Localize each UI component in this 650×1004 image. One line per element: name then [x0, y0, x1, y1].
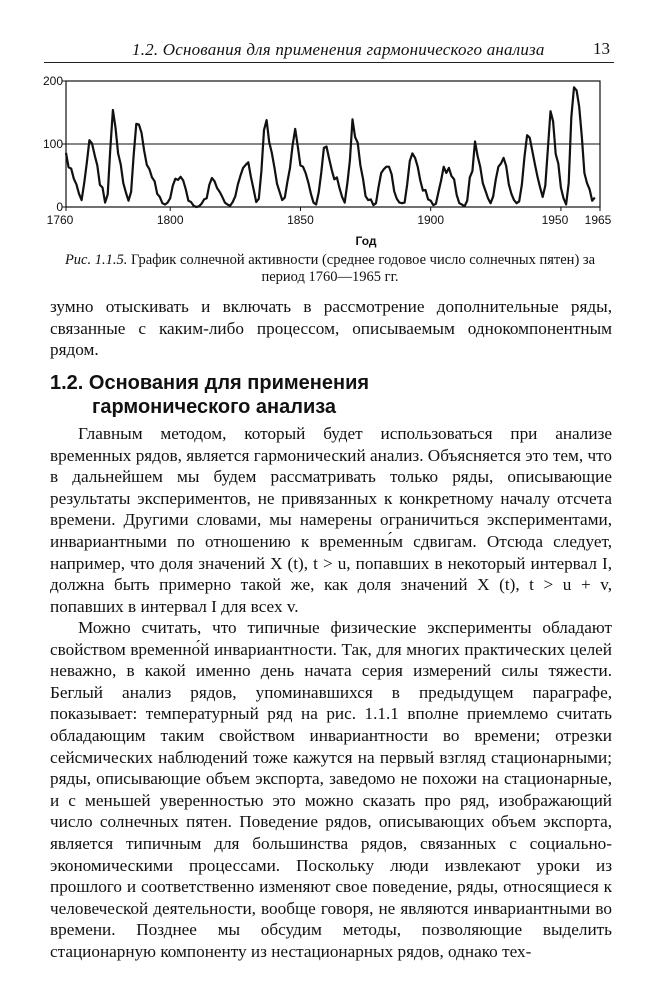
y-axis: [43, 74, 66, 214]
y-tick-label: 0: [56, 200, 63, 214]
x-axis: [47, 207, 612, 227]
x-tick-label: 1760: [46, 213, 74, 227]
running-head-title: 1.2. Основания для применения гармонического анализа: [132, 40, 545, 59]
series-line-sunspots: [66, 87, 595, 207]
paragraph-1: Главным методом, который будет использоваться при анализе временных рядов, является гармонический анализ. Объясняется это тем, что в дальнейшем мы будем рассматривать только ряды, описывающие результаты экспериментов, не привязанных к конкретному началу отсчета времени. Другими словами, мы намерены ограничиться экспериментами, инвариантными по отношению к временны́м сдвигам. Отсюда следует, например, что доля значений X (t), t > u, попавших в некоторый интервал I, должна быть примерно такой же, как доля значений X (t), t > u + v, попавших в интервал I для всех v.: [50, 424, 612, 616]
heading-line-2: гармонического анализа: [92, 396, 337, 418]
caption-text: График солнечной активности (среднее годовое число солнечных пятен) за период 1760—1965 гг.: [130, 252, 596, 285]
paragraph-continued: зумно отыскивать и включать в рассмотрение дополнительные ряды, связанные с каким-либо процессом, описываемым однокомпонентным рядом.: [50, 297, 612, 360]
sunspot-chart: [0, 0, 650, 250]
x-tick-label: 1900: [417, 213, 445, 227]
x-axis-label: Год: [355, 234, 377, 248]
page-number: 13: [593, 39, 610, 58]
x-tick-label: 1850: [287, 213, 314, 227]
x-tick-label: 1950: [541, 213, 569, 227]
x-tick-label: 1800: [156, 213, 184, 227]
y-tick-label: 200: [42, 74, 63, 88]
heading-line-1: 1.2. Основания для применения: [50, 372, 370, 394]
figure-caption: [50, 252, 610, 286]
section-heading: [50, 371, 610, 419]
caption-label: Рис. 1.1.5.: [64, 252, 128, 268]
paragraph-2: Можно считать, что типичные физические эксперименты обладают свойством временно́й инвариантности. Так, для многих практических целей неважно, в какой именно день начата серия измерений силы тяжести. Беглый анализ рядов, упоминавшихся в предыдущем параграфе, показывает: температурный ряд на рис. 1.1.1 вполне приемлемо считать обладающим таким свойством инвариантности во времени; отрезки сейсмических наблюдений тоже кажутся на первый взгляд стационарными; ряды, описывающие объем экспорта, заведомо не похожи на стационарные, и с меньшей уверенностью это можно сказать про ряд, изображающий число солнечных пятен. Поведение рядов, описывающих объем экспорта, является типичным для большинства рядов, связанных с социально-экономическими процессами. Поскольку люди извлекают уроки из прошлого и соответственно изменяют свое поведение, ряды, относящиеся к человеческой деятельности, вообще говоря, не являются инвариантными во времени. Позднее мы обсудим методы, позволяющие выделить стационарную компоненту из нестационарных рядов, однако тех-: [50, 618, 612, 961]
x-tick-label: 1965: [584, 213, 612, 227]
y-tick-label: 100: [42, 137, 63, 151]
